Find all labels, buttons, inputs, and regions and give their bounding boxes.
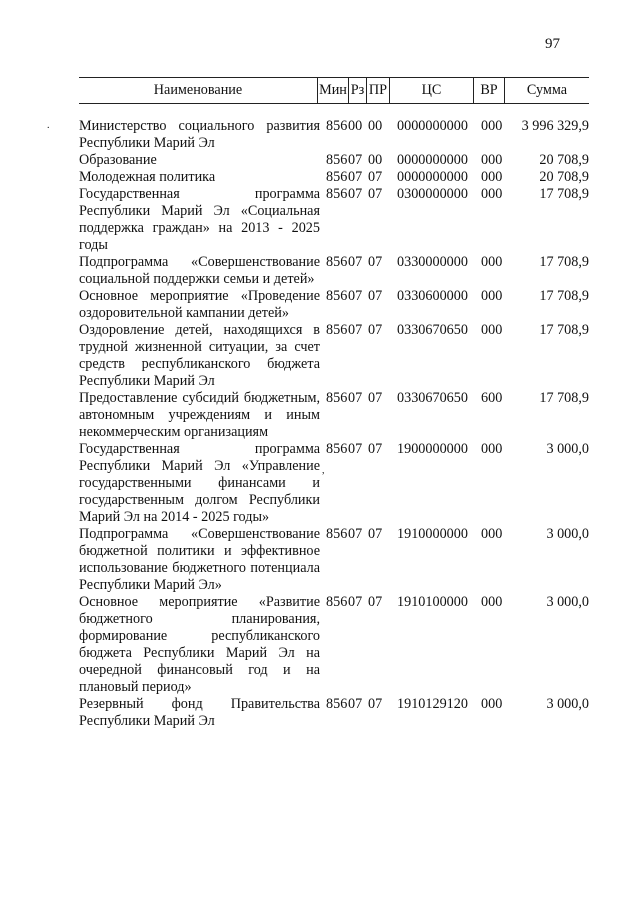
- cell-min: 856: [326, 186, 348, 202]
- cell-name: Образование: [79, 152, 157, 168]
- cell-sum: 17 708,9: [539, 390, 589, 406]
- cell-name: Государственная программа Республики Марий Эл «Социальная поддержка граждан» на 2013 - 2025 годы: [79, 186, 320, 253]
- header-name: Наименование: [153, 82, 243, 98]
- cell-rz: 07: [348, 390, 363, 406]
- cell-cs: 1910000000: [397, 526, 468, 542]
- cell-cs: 0330600000: [397, 288, 468, 304]
- table-row: [79, 441, 591, 526]
- cell-vr: 000: [481, 169, 503, 185]
- header-min: Мин: [319, 82, 347, 98]
- cell-vr: 000: [481, 254, 503, 270]
- cell-cs: 0000000000: [397, 152, 468, 168]
- cell-min: 856: [326, 322, 348, 338]
- table-row: [79, 152, 591, 169]
- table-row: [79, 169, 591, 186]
- cell-cs: 1900000000: [397, 441, 468, 457]
- cell-min: 856: [326, 696, 348, 712]
- cell-cs: 0330670650: [397, 322, 468, 338]
- header-cs: ЦС: [421, 82, 442, 98]
- cell-sum: 3 000,0: [546, 526, 589, 542]
- cell-pr: 07: [368, 594, 383, 610]
- table-row: [79, 118, 591, 152]
- cell-pr: 07: [368, 322, 383, 338]
- table-row: [79, 322, 591, 390]
- cell-vr: 000: [481, 696, 503, 712]
- cell-name: Молодежная политика: [79, 169, 216, 185]
- cell-vr: 000: [481, 186, 503, 202]
- cell-min: 856: [326, 288, 348, 304]
- cell-pr: 07: [368, 526, 383, 542]
- cell-min: 856: [326, 152, 348, 168]
- cell-vr: 000: [481, 322, 503, 338]
- cell-pr: 07: [368, 169, 383, 185]
- cell-cs: 0000000000: [397, 118, 468, 134]
- cell-vr: 600: [481, 390, 503, 406]
- cell-rz: 07: [348, 526, 363, 542]
- header-rz: Рз: [350, 82, 365, 98]
- cell-rz: 07: [348, 441, 363, 457]
- cell-name: Основное мероприятие «Развитие бюджетного планирования, формирование республиканского бюджета Республики Марий Эл на очередной финансовый год и на плановый период»: [79, 594, 320, 695]
- page-number: 97: [545, 36, 560, 52]
- cell-sum: 3 000,0: [546, 594, 589, 610]
- cell-name: Подпрограмма «Совершенствование бюджетной политики и эффективное использование бюджетного потенциала Республики Марий Эл»: [79, 526, 320, 593]
- cell-name: Оздоровление детей, находящихся в трудной жизненной ситуации, за счет средств республиканского бюджета Республики Марий Эл: [79, 322, 320, 389]
- header-pr: ПР: [368, 82, 388, 98]
- cell-name: Министерство социального развития Республики Марий Эл: [79, 118, 320, 151]
- cell-pr: 07: [368, 186, 383, 202]
- cell-name: Предоставление субсидий бюджетным, автономным учреждениям и иным некоммерческим организациям: [79, 390, 320, 440]
- header-sum: Сумма: [526, 82, 568, 98]
- cell-rz: 07: [348, 152, 363, 168]
- cell-cs: 1910129120: [397, 696, 468, 712]
- cell-vr: 000: [481, 526, 503, 542]
- cell-pr: 00: [368, 118, 383, 134]
- cell-sum: 17 708,9: [539, 254, 589, 270]
- cell-rz: 07: [348, 288, 363, 304]
- cell-cs: 0330670650: [397, 390, 468, 406]
- cell-name: Государственная программа Республики Марий Эл «Управление государственными финансами и государственным долгом Республики Марий Эл на 2014 - 2025 годы»: [79, 441, 320, 525]
- table-row: [79, 186, 591, 254]
- cell-min: 856: [326, 526, 348, 542]
- cell-pr: 07: [368, 288, 383, 304]
- cell-cs: 0000000000: [397, 169, 468, 185]
- cell-vr: 000: [481, 594, 503, 610]
- stray-mark: ,: [322, 465, 325, 476]
- table-header: [79, 77, 589, 104]
- table-row: [79, 390, 591, 441]
- cell-rz: 00: [348, 118, 363, 134]
- cell-pr: 07: [368, 696, 383, 712]
- stray-mark: .: [47, 120, 50, 131]
- table-row: [79, 594, 591, 696]
- cell-sum: 3 000,0: [546, 441, 589, 457]
- cell-rz: 07: [348, 254, 363, 270]
- header-vr: ВР: [480, 82, 498, 98]
- cell-min: 856: [326, 594, 348, 610]
- cell-rz: 07: [348, 696, 363, 712]
- cell-vr: 000: [481, 288, 503, 304]
- cell-sum: 3 996 329,9: [521, 118, 589, 134]
- cell-pr: 00: [368, 152, 383, 168]
- cell-pr: 07: [368, 254, 383, 270]
- cell-min: 856: [326, 390, 348, 406]
- table-row: [79, 254, 591, 288]
- cell-name: Резервный фонд Правительства Республики Марий Эл: [79, 696, 320, 729]
- cell-sum: 20 708,9: [539, 169, 589, 185]
- cell-cs: 1910100000: [397, 594, 468, 610]
- cell-sum: 20 708,9: [539, 152, 589, 168]
- cell-min: 856: [326, 441, 348, 457]
- table-row: [79, 526, 591, 594]
- cell-sum: 17 708,9: [539, 322, 589, 338]
- cell-pr: 07: [368, 441, 383, 457]
- cell-rz: 07: [348, 186, 363, 202]
- cell-rz: 07: [348, 169, 363, 185]
- cell-min: 856: [326, 118, 348, 134]
- cell-rz: 07: [348, 322, 363, 338]
- cell-name: Подпрограмма «Совершенствование социальной поддержки семьи и детей»: [79, 254, 320, 287]
- cell-sum: 17 708,9: [539, 186, 589, 202]
- cell-rz: 07: [348, 594, 363, 610]
- table-row: [79, 696, 591, 730]
- table-body: [79, 118, 591, 730]
- cell-min: 856: [326, 169, 348, 185]
- cell-cs: 0300000000: [397, 186, 468, 202]
- cell-name: Основное мероприятие «Проведение оздоровительной кампании детей»: [79, 288, 320, 321]
- cell-vr: 000: [481, 152, 503, 168]
- table-row: [79, 288, 591, 322]
- cell-sum: 3 000,0: [546, 696, 589, 712]
- cell-pr: 07: [368, 390, 383, 406]
- cell-sum: 17 708,9: [539, 288, 589, 304]
- cell-vr: 000: [481, 441, 503, 457]
- cell-min: 856: [326, 254, 348, 270]
- cell-vr: 000: [481, 118, 503, 134]
- cell-cs: 0330000000: [397, 254, 468, 270]
